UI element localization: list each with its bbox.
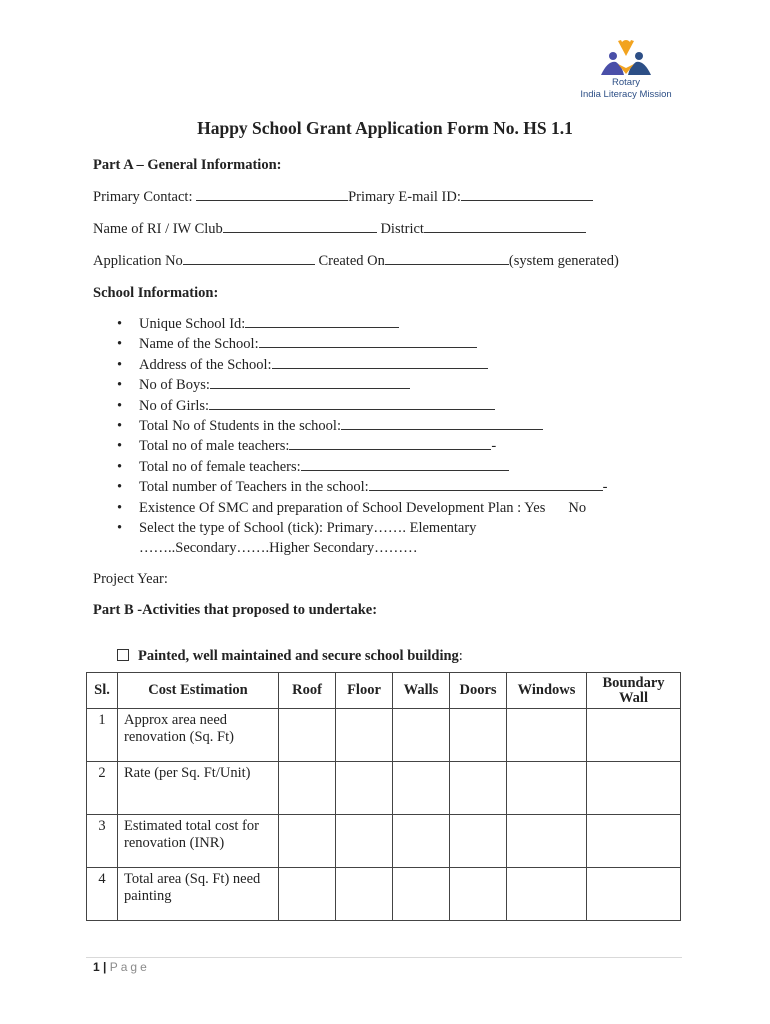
unique-id-field[interactable]	[245, 316, 399, 328]
male-teachers-label: Total no of male teachers:	[139, 438, 290, 455]
doors-cell[interactable]	[450, 868, 507, 921]
list-item	[93, 518, 607, 538]
row-description: Estimated total cost for renovation (INR)	[118, 815, 279, 868]
walls-cell[interactable]	[393, 815, 450, 868]
boys-label: No of Boys:	[139, 377, 210, 394]
total-teachers-field[interactable]	[369, 479, 603, 491]
roof-cell[interactable]	[279, 762, 336, 815]
windows-cell[interactable]	[507, 709, 587, 762]
boundary-wall-cell[interactable]	[587, 762, 681, 815]
doors-cell[interactable]	[450, 815, 507, 868]
application-row	[93, 253, 619, 270]
page-number: 1 |	[93, 960, 107, 974]
walls-cell[interactable]	[393, 709, 450, 762]
list-item	[93, 334, 607, 354]
club-name-label: Name of RI / IW Club	[93, 221, 223, 237]
girls-field[interactable]	[209, 398, 495, 410]
list-item	[93, 538, 607, 558]
district-label: District	[380, 221, 424, 237]
school-info-list	[93, 314, 607, 559]
floor-cell[interactable]	[336, 815, 393, 868]
project-year-label: Project Year:	[93, 571, 168, 587]
row-number: 2	[87, 762, 118, 815]
list-item	[93, 355, 607, 375]
activity-checkbox[interactable]	[117, 649, 129, 661]
floor-cell[interactable]	[336, 762, 393, 815]
school-name-label: Name of the School:	[139, 336, 259, 353]
system-generated-note: (system generated)	[508, 253, 619, 269]
primary-contact-field[interactable]	[196, 189, 348, 201]
club-row	[93, 221, 586, 238]
male-teachers-field[interactable]	[289, 438, 491, 450]
list-item	[93, 416, 607, 436]
boundary-wall-cell[interactable]	[587, 709, 681, 762]
roof-cell[interactable]	[279, 709, 336, 762]
windows-cell[interactable]	[507, 762, 587, 815]
list-item	[93, 314, 607, 334]
header-roof: Roof	[279, 673, 336, 709]
list-item	[93, 477, 607, 497]
windows-cell[interactable]	[507, 868, 587, 921]
table-row	[87, 709, 681, 762]
rotary-figures-icon	[596, 38, 656, 78]
floor-cell[interactable]	[336, 709, 393, 762]
bullet-icon: •	[117, 316, 123, 332]
row-description: Rate (per Sq. Ft/Unit)	[118, 762, 279, 815]
bullet-icon: •	[117, 458, 123, 475]
list-item	[93, 436, 607, 456]
row-number: 1	[87, 709, 118, 762]
boundary-wall-cell[interactable]	[587, 815, 681, 868]
list-item	[93, 457, 607, 477]
boundary-wall-cell[interactable]	[587, 868, 681, 921]
part-a-heading: Part A – General Information:	[93, 157, 282, 173]
row-number: 4	[87, 868, 118, 921]
total-teachers-dash: -	[602, 479, 608, 496]
bullet-icon: •	[117, 418, 123, 435]
doors-cell[interactable]	[450, 762, 507, 815]
club-name-field[interactable]	[223, 221, 377, 233]
primary-contact-label: Primary Contact:	[93, 189, 193, 205]
list-item	[93, 498, 607, 518]
row-number: 3	[87, 815, 118, 868]
header-boundary-wall: Boundary Wall	[587, 673, 681, 709]
form-title: Happy School Grant Application Form No. HS 1.1	[197, 118, 573, 138]
part-b-heading: Part B -Activities that proposed to undertake:	[93, 602, 378, 618]
bullet-icon: •	[117, 377, 123, 394]
application-no-field[interactable]	[183, 253, 315, 265]
header-cost-estimation: Cost Estimation	[118, 673, 279, 709]
school-type-line-2[interactable]: ……..Secondary…….Higher Secondary………	[139, 540, 418, 557]
smc-option[interactable]: Existence Of SMC and preparation of School Development Plan : Yes	[139, 499, 546, 516]
doors-cell[interactable]	[450, 709, 507, 762]
bullet-icon: •	[117, 499, 123, 516]
header-sl: Sl.	[87, 673, 118, 709]
header-windows: Windows	[507, 673, 587, 709]
footer-divider	[86, 957, 682, 958]
total-teachers-label: Total number of Teachers in the school:	[139, 479, 369, 496]
school-type-line-1[interactable]: Select the type of School (tick): Primary……. Elementary	[139, 520, 477, 537]
list-item	[93, 375, 607, 395]
boys-field[interactable]	[210, 377, 410, 389]
total-students-field[interactable]	[341, 418, 543, 430]
bullet-icon: •	[117, 336, 123, 353]
bullet-icon: •	[117, 520, 123, 537]
created-on-field[interactable]	[385, 253, 509, 265]
girls-label: No of Girls:	[139, 397, 210, 414]
table-header-row	[87, 673, 681, 709]
walls-cell[interactable]	[393, 762, 450, 815]
created-on-label: Created On	[318, 253, 385, 269]
school-name-field[interactable]	[259, 336, 477, 348]
primary-email-field[interactable]	[461, 189, 593, 201]
rotary-logo	[570, 38, 682, 104]
male-teachers-dash: -	[491, 438, 497, 455]
header-doors: Doors	[450, 673, 507, 709]
table-row	[87, 762, 681, 815]
bullet-icon: •	[117, 397, 123, 414]
header-walls: Walls	[393, 673, 450, 709]
roof-cell[interactable]	[279, 815, 336, 868]
page-footer	[93, 960, 150, 974]
row-description: Approx area need renovation (Sq. Ft)	[118, 709, 279, 762]
unique-id-label: Unique School Id:	[139, 316, 246, 332]
smc-no-option[interactable]: No	[568, 499, 587, 516]
district-field[interactable]	[424, 221, 586, 233]
female-teachers-field[interactable]	[301, 459, 509, 471]
female-teachers-label: Total no of female teachers:	[139, 458, 301, 475]
floor-cell[interactable]	[336, 868, 393, 921]
bullet-icon: •	[117, 479, 123, 496]
table-row	[87, 868, 681, 921]
school-info-heading: School Information:	[93, 285, 219, 301]
page-word: Page	[109, 960, 150, 974]
roof-cell[interactable]	[279, 868, 336, 921]
table-row	[87, 815, 681, 868]
activity-label: Painted, well maintained and secure school building	[138, 648, 459, 664]
total-students-label: Total No of Students in the school:	[139, 418, 341, 435]
cost-estimation-table	[86, 672, 681, 921]
list-item	[93, 396, 607, 416]
windows-cell[interactable]	[507, 815, 587, 868]
walls-cell[interactable]	[393, 868, 450, 921]
logo-line-1: Rotary	[612, 77, 640, 88]
logo-line-2: India Literacy Mission	[580, 89, 672, 100]
application-no-label: Application No	[93, 253, 183, 269]
header-floor: Floor	[336, 673, 393, 709]
bullet-icon: •	[117, 356, 123, 373]
row-description: Total area (Sq. Ft) need painting	[118, 868, 279, 921]
activity-colon: :	[458, 648, 463, 664]
contact-row	[93, 189, 593, 206]
primary-email-label: Primary E-mail ID:	[348, 189, 461, 205]
bullet-icon: •	[117, 438, 123, 455]
school-address-field[interactable]	[272, 357, 488, 369]
school-address-label: Address of the School:	[139, 356, 272, 373]
activity-row	[117, 648, 463, 665]
